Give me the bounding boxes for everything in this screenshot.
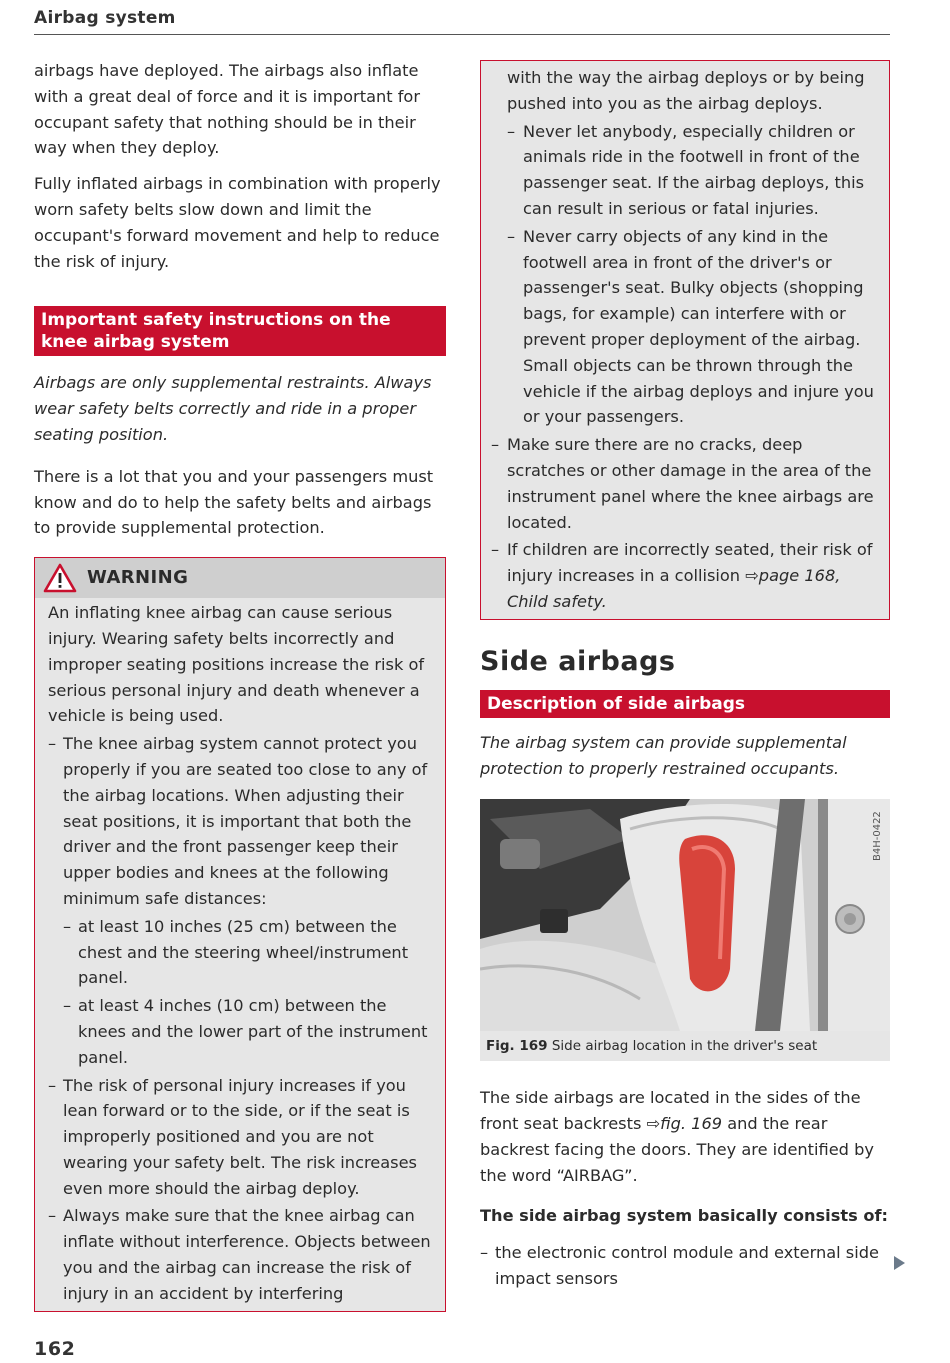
list-item: – the electronic control module and external side impact sensors <box>480 1243 879 1289</box>
right-column <box>480 58 890 1294</box>
warning-lead: An inflating knee airbag can cause serious injury. Wearing safety belts incorrectly and improper seating positions increase the risk of serious personal injury and death whenever a vehicle is being used. <box>48 603 425 726</box>
warning-title-bar <box>35 558 445 598</box>
intro-text: The airbag system can provide supplemental protection to properly restrained occupants. <box>480 732 847 778</box>
header-title: Airbag system <box>34 8 176 28</box>
figure-caption-text: Side airbag location in the driver's seat <box>551 1038 818 1055</box>
left-column <box>34 58 446 1312</box>
list-item: – The risk of personal injury increases if you lean forward or to the side, or if the seat is improperly positioned and you are not wearing your safety belt. The risk increases even more should the airbag deploy. <box>48 1075 417 1198</box>
figure <box>480 799 890 1061</box>
page-number: 162 <box>34 1338 76 1360</box>
subheading: The side airbag system basically consists of: <box>480 1205 888 1225</box>
side-airbag-seat-illustration <box>480 799 890 1031</box>
section-heading: Description of side airbags <box>480 690 890 718</box>
reference-arrow-icon: ⇨ <box>646 1114 661 1134</box>
list-item: – Always make sure that the knee airbag can inflate without interference. Objects between you and the airbag can increase the risk of injury in an accident by interfering <box>48 1206 431 1303</box>
paragraph: There is a lot that you and your passengers must know and do to help the safety belts and airbags to provide supplemental protection. <box>34 466 434 538</box>
list-item: – Never let anybody, especially children or animals ride in the footwell in front of the passenger seat. If the airbag deploys, this can result in serious or fatal injuries. <box>507 121 865 218</box>
cross-reference-link[interactable]: fig. 169 <box>660 1114 723 1134</box>
section-heading: Important safety instructions on the knee airbag system <box>34 306 446 356</box>
paragraph: The side airbags are located in the sides of the front seat backrests ⇨fig. 169 and the rear backrest facing the doors. They are identified by the word “AIRBAG”. <box>480 1088 874 1185</box>
figure-code: B4H-0422 <box>872 811 883 862</box>
list-item: – Make sure there are no cracks, deep scratches or other damage in the area of the instrument panel where the knee airbags are located. <box>491 435 874 532</box>
chapter-title: Side airbags <box>480 645 676 677</box>
cross-reference-link[interactable]: page 168, Child safety. <box>507 566 841 611</box>
paragraph: Fully inflated airbags in combination with properly worn safety belts slow down and limit the occupant's forward movement and help to reduce the risk of injury. <box>34 174 441 271</box>
list-item: – If children are incorrectly seated, their risk of injury increases in a collision ⇨page 168, Child safety. <box>491 540 873 611</box>
warning-body <box>35 598 445 1307</box>
warning-title: WARNING <box>87 567 189 589</box>
list-item: – The knee airbag system cannot protect you properly if you are seated too close to any of the airbag locations. When adjusting their seat positions, it is important that both the driver and the front passenger keep their upper bodies and knees at the following minimum safe distances: <box>48 734 428 908</box>
warning-box <box>34 557 446 1312</box>
list-item: – Never carry objects of any kind in the footwell area in front of the driver's or passenger's seat. Bulky objects (shopping bags, for example) can interfere with or prevent proper deployment of the airbag. Small objects can be thrown through the vehicle if the airbag deploys and injure you or your passengers. <box>507 226 874 427</box>
list-item: – at least 4 inches (10 cm) between the knees and the lower part of the instrument panel. <box>63 996 428 1067</box>
page-header <box>34 6 890 35</box>
list-item: – at least 10 inches (25 cm) between the chest and the steering wheel/instrument panel. <box>63 916 409 988</box>
warning-continued-lead: with the way the airbag deploys or by being pushed into you as the airbag deploys. <box>507 68 865 113</box>
figure-caption <box>480 1031 890 1061</box>
continue-arrow-icon <box>894 1256 905 1270</box>
intro-text: Airbags are only supplemental restraints. Always wear safety belts correctly and ride in a proper seating position. <box>34 373 432 444</box>
paragraph: airbags have deployed. The airbags also inflate with a great deal of force and it is important for occupant safety that nothing should be in their way when they deploy. <box>34 61 420 158</box>
figure-label: Fig. 169 <box>486 1038 548 1055</box>
reference-arrow-icon: ⇨ <box>745 566 759 586</box>
warning-triangle-icon <box>43 563 77 593</box>
warning-box-continued <box>480 60 890 620</box>
